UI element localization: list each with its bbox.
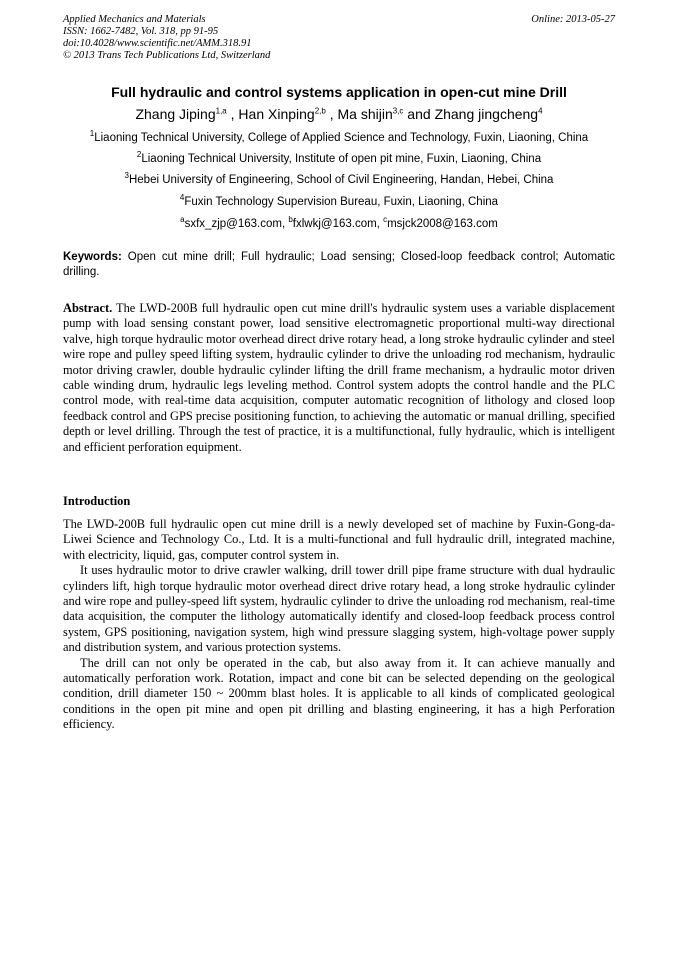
author-list [30,104,648,124]
affiliation-1 [30,131,648,145]
affiliation-4 [30,195,648,209]
paragraph: It uses hydraulic motor to drive crawler walking, drill tower drill pipe frame structure with dual hydraulic cylinders lift, high torque hydraulic motor overhead direct drive rotary head, a long stroke hydraulic cylinder and wire rope and pulley-speed lift system, hydraulic cylinder to drive the unloading rod mechanism, real-time data acquisition, the computer the lithology automatically identify and closed-loop feedback process control system, GPS positioning, navigation system, high wind pressure slagging system, high-voltage power supply and distribution system, and various protection systems. [63,563,615,655]
paragraph: The LWD-200B full hydraulic open cut mine drill is a newly developed set of machine by Fuxin-Gong-da-Liwei Science and Technology Co., Ltd. It is a multi-functional and full hydraulic drill, integrated machine, with electricity, liquid, gas, computer control system in. [63,517,615,562]
doi-line: doi:10.4028/www.scientific.net/AMM.318.91 [63,38,252,49]
keywords-block [63,250,615,280]
author-and: and [403,106,435,122]
journal-name: Applied Mechanics and Materials [63,14,206,25]
affiliation-3 [30,173,648,187]
author-separator: , [226,106,239,122]
affiliation-superscript: 1 [89,129,95,139]
email-superscript: b [288,215,293,225]
email-superscript: c [383,215,388,225]
paper-title: Full hydraulic and control systems application in open-cut mine Drill [111,84,567,100]
affiliation-superscript: 2 [136,150,142,160]
author-name: Zhang Jiping [135,106,216,122]
author-name: Ma shijin [337,106,393,122]
affiliation-2 [30,152,648,166]
keywords-label: Keywords: [63,251,122,263]
section-heading-introduction: Introduction [63,494,131,508]
keywords-text: Open cut mine drill; Full hydraulic; Load sensing; Closed-loop feedback control; Automatic drilling. [63,251,616,278]
author-name: Zhang jingcheng [434,106,539,122]
affiliation-text: Liaoning Technical University, Institute of open pit mine, Fuxin, Liaoning, China [141,153,542,165]
paragraph: The drill can not only be operated in the cab, but also away from it. It can achieve manually and automatically perforation work. Rotation, impact and cone bit can be selected depending on the geological condition, drill diameter 150 ~ 200mm blast holes. It is applicable to all kinds of complicated geological conditions in the open pit mine and open pit drilling and blasting engineering, it has a high Perforation efficiency. [63,655,615,732]
abstract-text: The LWD-200B full hydraulic open cut mine drill's hydraulic system uses a variable displacement pump with load sensing constant power, load sensitive electromagnetic proportional multi-way directional valve, high torque hydraulic motor overhead direct drive rotary head, a long stroke hydraulic cylinder and steel wire rope and pulley speed lifting system, hydraulic cylinder to drive the unloading rod mechanism, hydraulic motor driving crawler, double hydraulic cylinder lifting the drill frame mechanism, a hydraulic motor driven cable winding drum, hydraulic legs leveling method. Control system adopts the control handle and the PLC control mode, with real-time data acquisition, computer automatic recognition of lithology and closed loop feedback control and GPS precise positioning function, to achieving the automatic or manual drilling, specified depth or level drilling. Through the test of practice, it is a multifunctional, fully hydraulic, which is intelligent and efficient perforation equipment. [63,301,615,454]
author-name: Han Xinping [238,106,315,122]
affiliation-text: Fuxin Technology Supervision Bureau, Fuxin, Liaoning, China [184,196,499,208]
abstract-label: Abstract. [63,301,113,315]
affiliation-superscript: 3 [124,171,129,181]
email-address: msjck2008@163.com [387,218,498,230]
affiliation-superscript: 4 [179,193,185,203]
author-superscript: 2,b [314,106,326,116]
introduction-body [63,517,615,733]
email-address: fxlwkj@163.com [292,218,377,230]
author-superscript: 4 [538,106,543,116]
journal-header [63,14,615,62]
author-separator: , [325,106,338,122]
online-date: Online: 2013-05-27 [531,14,615,25]
author-superscript: 3,c [392,106,404,116]
affiliation-text: Hebei University of Engineering, School of Civil Engineering, Handan, Hebei, China [128,174,554,186]
copyright-line: © 2013 Trans Tech Publications Ltd, Switzerland [63,50,271,61]
abstract-block [63,301,615,455]
issn-line: ISSN: 1662-7482, Vol. 318, pp 91-95 [63,26,219,37]
affiliation-text: Liaoning Technical University, College of Applied Science and Technology, Fuxin, Liaoning, China [94,132,589,144]
email-list: $^a$sxfx_zjp@163.com, $^b$fxlwkj@163.com, $^c$msjck2008@163.com [180,215,498,230]
email-superscript: a [180,215,185,225]
email-address: sxfx_zjp@163.com [184,218,282,230]
author-superscript: 1,a [215,106,227,116]
